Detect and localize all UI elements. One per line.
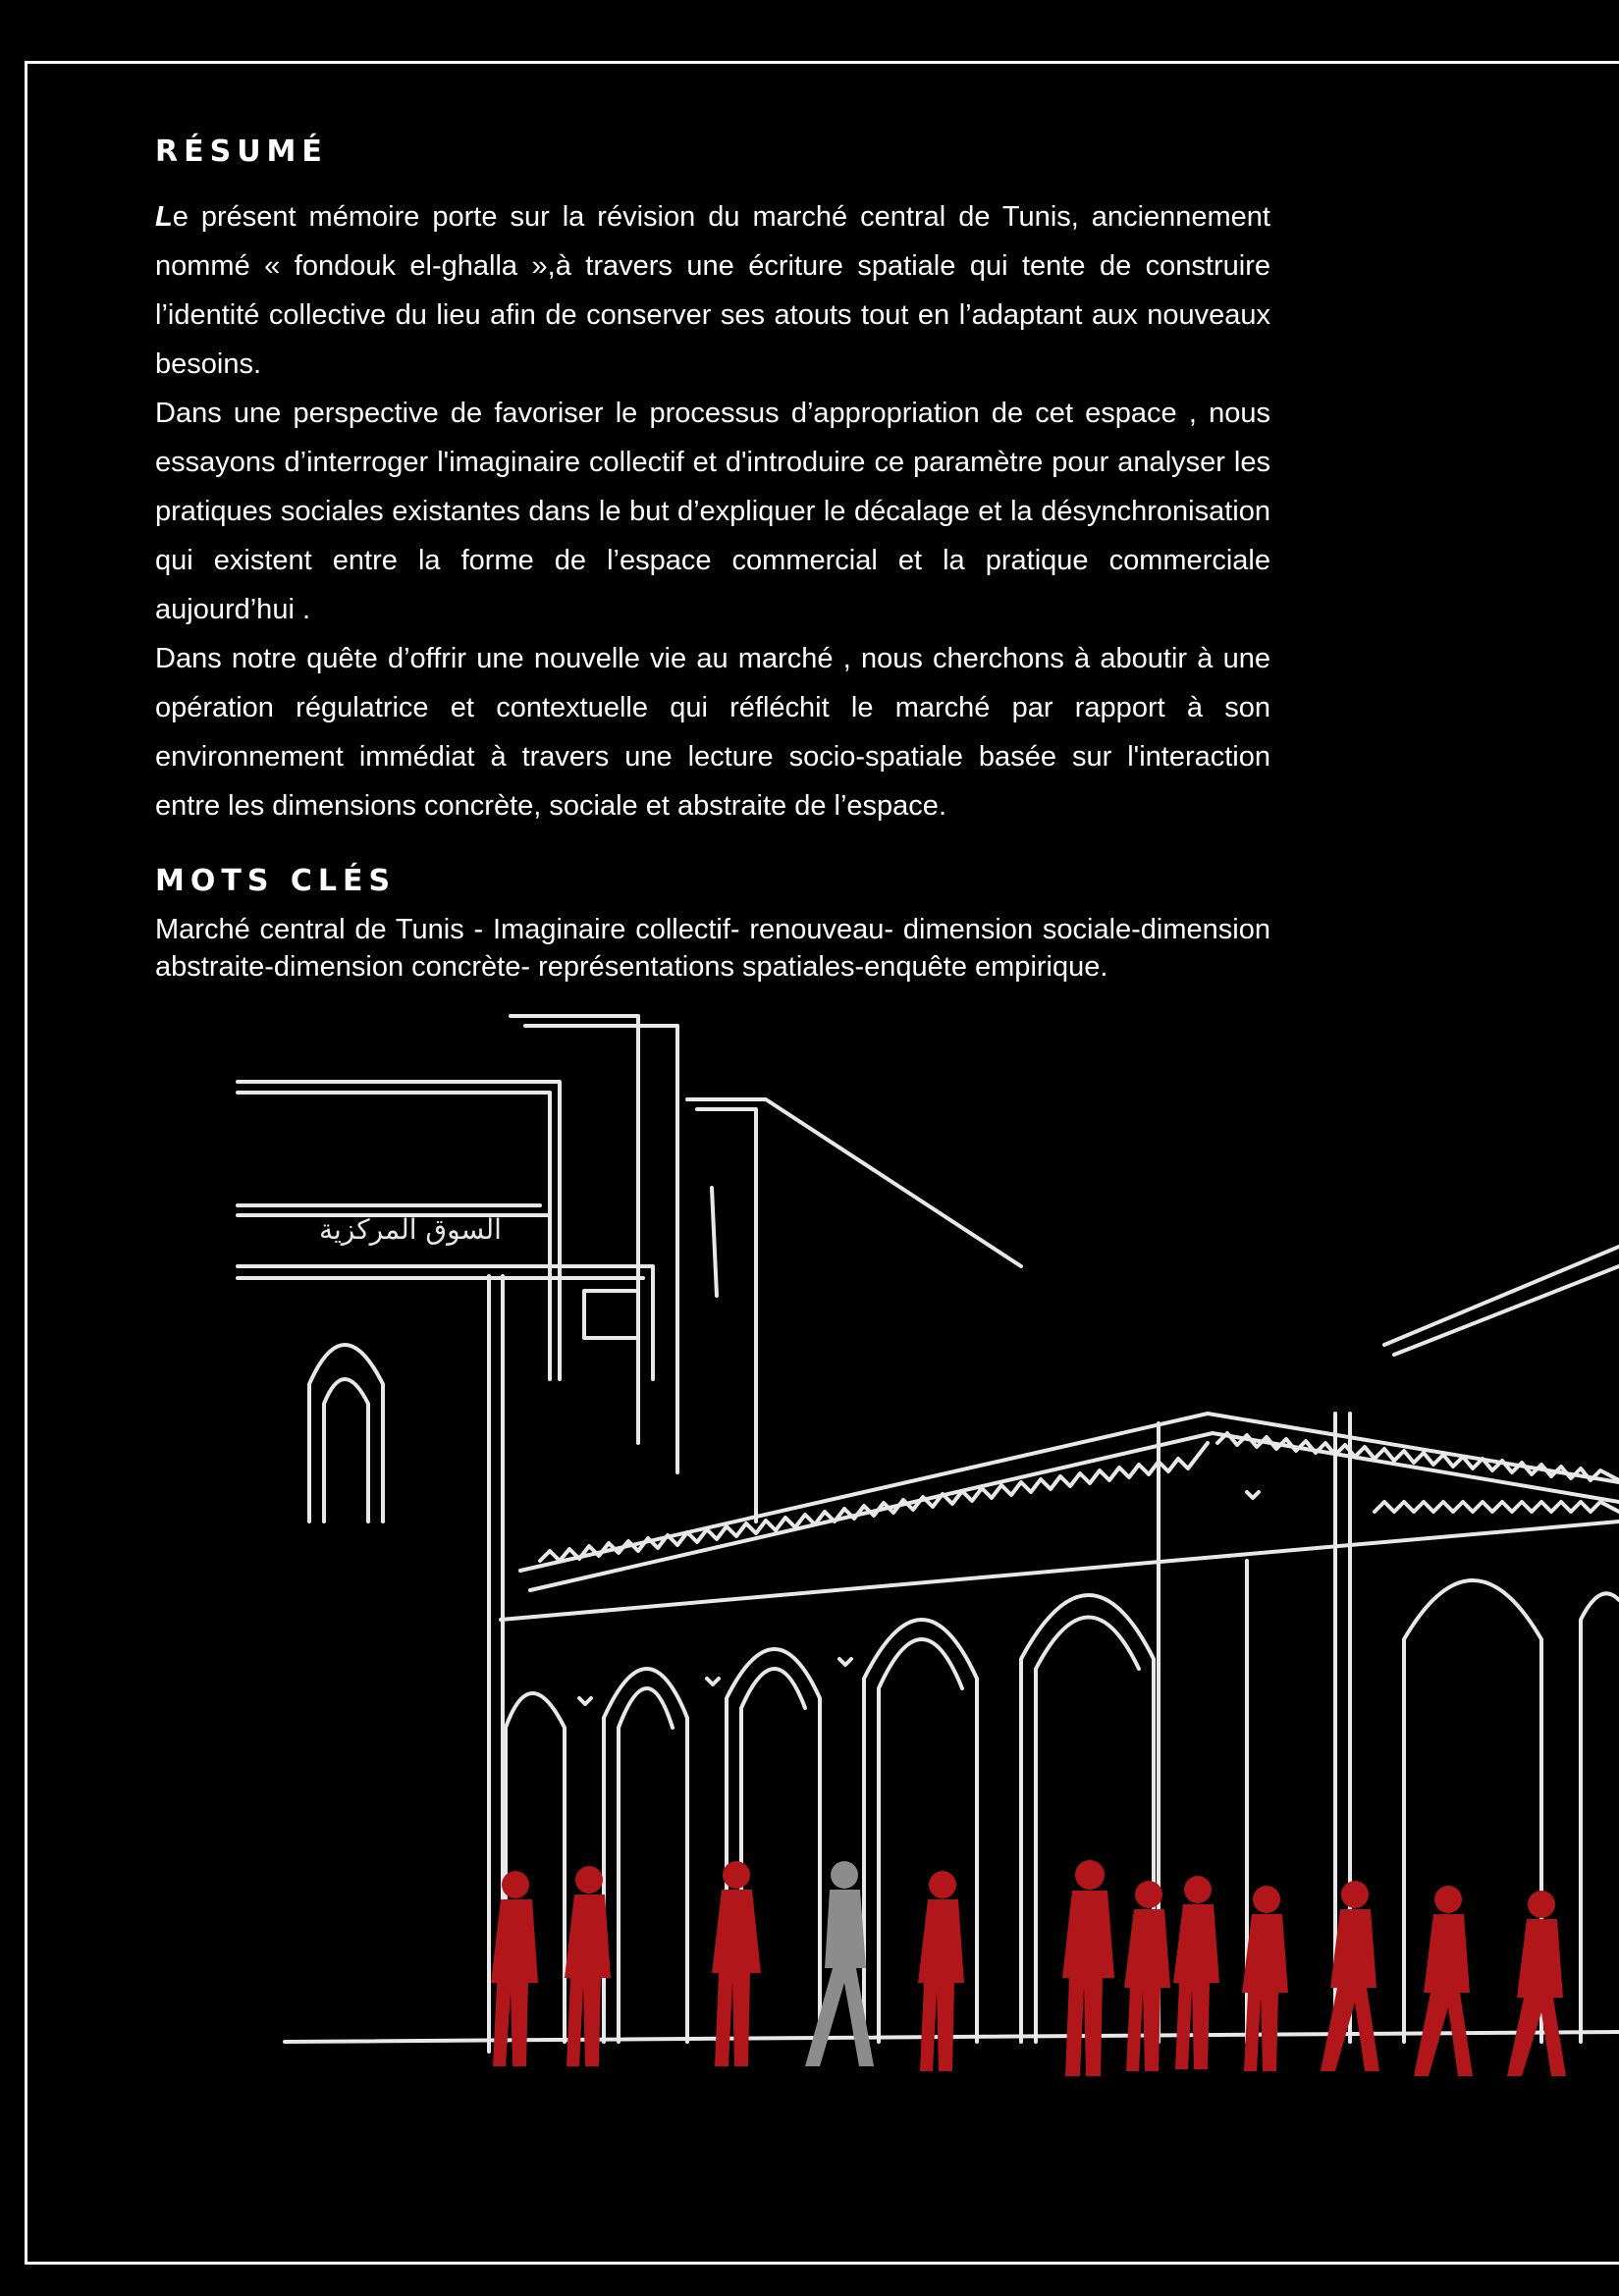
abstract-text <box>155 192 1270 830</box>
abstract-paragraph-2: Dans une perspective de favoriser le processus d’appropriation de cet espace , nous essayons d’interroger l'imaginaire collectif et d'introduire ce paramètre pour analyser les pratiques sociales existantes dans le but d’expliquer le décalage et la désynchronisation qui existent entre la forme de l’espace commercial et la pratique commerciale aujourd’hui . <box>155 398 1270 625</box>
market-sketch-svg <box>226 1011 1619 2101</box>
abstract-paragraph-1 <box>155 192 1270 389</box>
person-figure <box>918 1871 964 2071</box>
person-figure <box>712 1861 761 2066</box>
abstract-paragraph-1-text: e présent mémoire porte sur la révision du marché central de Tunis, anciennement nommé « fondouk el-ghalla »,à travers une écriture spatiale qui tente de construire l’identité collective du lieu afin de conserver ses atouts tout en l’adaptant aux nouveaux besoins. <box>155 201 1270 380</box>
market-sketch-illustration <box>226 1011 1619 2101</box>
person-figure <box>491 1871 538 2066</box>
drop-cap: L <box>155 201 173 233</box>
person-figure <box>1414 1886 1473 2076</box>
person-figure <box>1173 1876 1219 2069</box>
person-figure <box>1062 1860 1114 2076</box>
person-figure <box>1124 1881 1170 2071</box>
resume-heading: RÉSUMÉ <box>155 134 328 169</box>
person-figure <box>1242 1886 1288 2071</box>
person-figure <box>1507 1891 1566 2076</box>
abstract-paragraph-3: Dans notre quête d’offrir une nouvelle vie au marché , nous cherchons à aboutir à une opération régulatrice et contextuelle qui réfléchit le marché par rapport à son environnement immédiat à travers une lecture socio-spatiale basée sur l'interaction entre les dimensions concrète, sociale et abstraite de l’espace. <box>155 643 1270 822</box>
keywords-text: Marché central de Tunis - Imaginaire collectif- renouveau- dimension sociale-dimension abstraite-dimension concrète- représentations spatiales-enquête empirique. <box>155 914 1270 983</box>
market-sign-text: السوق المركزية <box>319 1213 502 1246</box>
keywords-heading: MOTS CLÉS <box>155 864 397 898</box>
building-lines <box>238 1016 1619 2052</box>
